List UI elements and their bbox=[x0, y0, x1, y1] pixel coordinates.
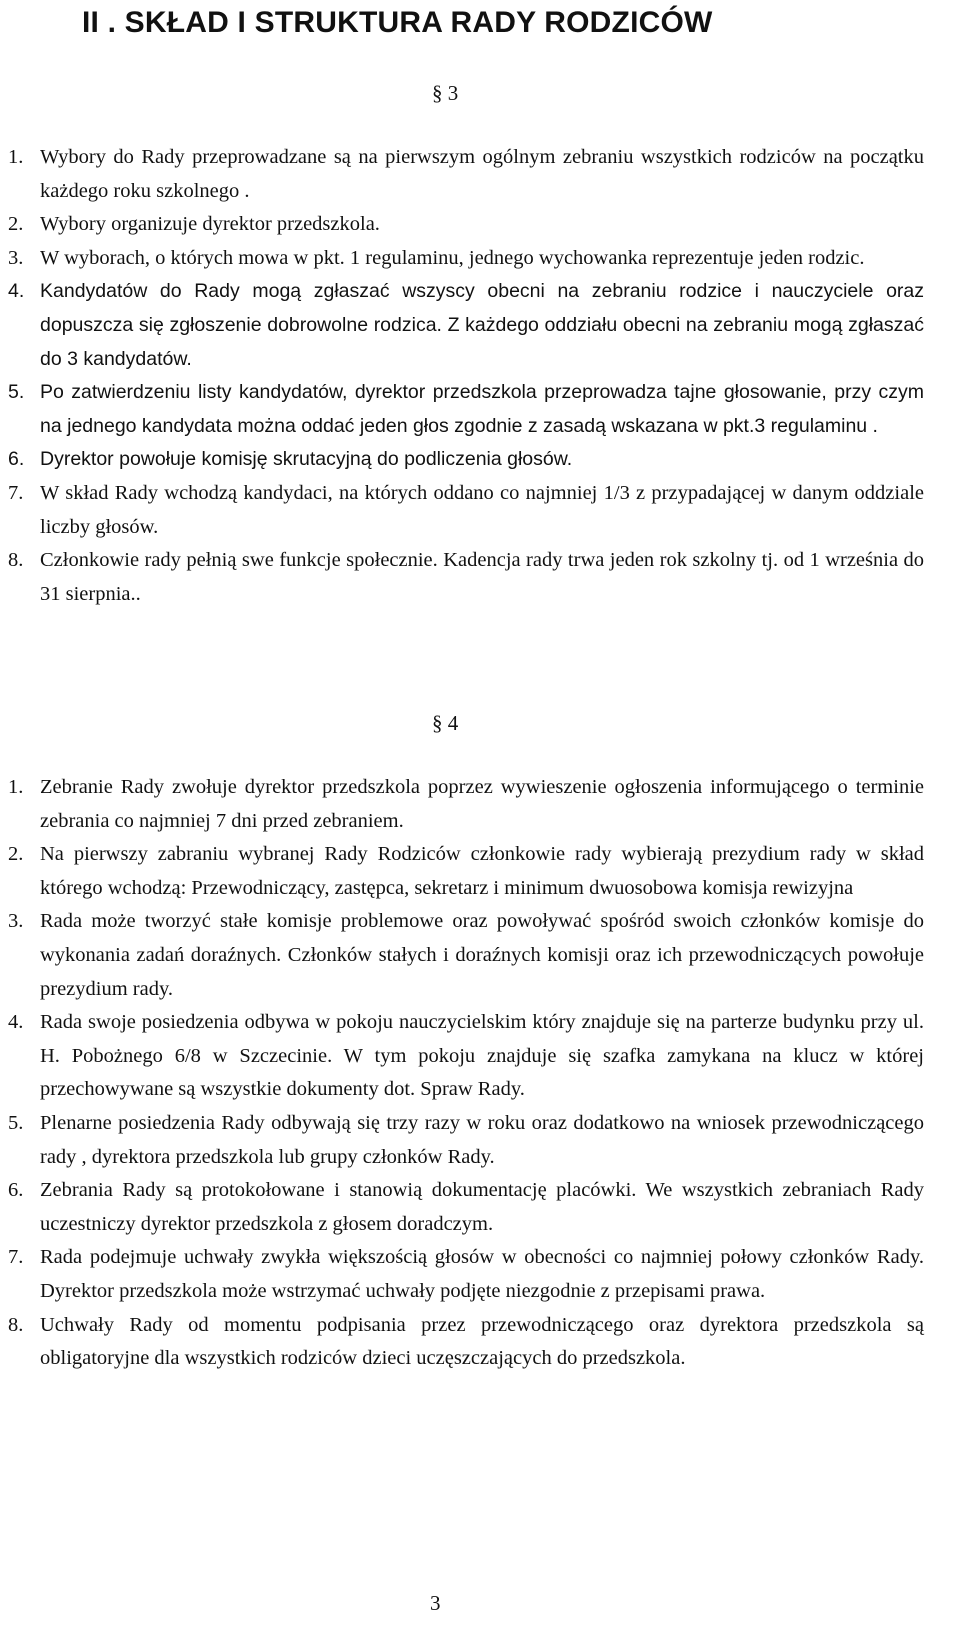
section-4-item-8 bbox=[0, 1309, 960, 1376]
section-4-item-5 bbox=[0, 1107, 960, 1174]
item-text: Rada swoje posiedzenia odbywa w pokoju nauczycielskim który znajduje się na parterze budynku przy ul. H. Pobożnego 6/8 w Szczecinie. W tym pokoju znajduje się szafka zamykana na klucz w której przechowywane są wszystkie dokumenty dot. Spraw Rady. bbox=[40, 1011, 924, 1101]
item-text: Po zatwierdzeniu listy kandydatów, dyrektor przedszkola przeprowadza tajne głosowanie, przy czym na jednego kandydata można oddać jeden głos zgodnie z zasadą wskazana w pkt.3 regulaminu . bbox=[40, 381, 924, 437]
item-number: 5. bbox=[8, 1111, 24, 1134]
section-4-item-4 bbox=[0, 1006, 960, 1107]
item-text: Wybory organizuje dyrektor przedszkola. bbox=[40, 213, 380, 236]
item-text: W skład Rady wchodzą kandydaci, na których oddano co najmniej 1/3 z przypadającej w danym oddziale liczby głosów. bbox=[40, 481, 924, 538]
item-number: 2. bbox=[8, 213, 24, 236]
item-text: Zebrania Rady są protokołowane i stanowią dokumentację placówki. We wszystkich zebraniach Rady uczestniczy dyrektor przedszkola z głosem doradczym. bbox=[40, 1179, 924, 1235]
section-3-mark: § 3 bbox=[432, 81, 459, 105]
item-number: 6. bbox=[8, 1179, 24, 1202]
section-3-item-6 bbox=[0, 443, 960, 477]
item-number: 8. bbox=[8, 549, 24, 572]
section-4-mark: § 4 bbox=[432, 711, 459, 735]
section-3-item-3 bbox=[0, 242, 960, 276]
item-number: 1. bbox=[8, 146, 24, 168]
item-number: 2. bbox=[8, 843, 24, 866]
item-text: W wyborach, o których mowa w pkt. 1 regulaminu, jednego wychowanka reprezentuje jeden rodzic. bbox=[40, 246, 865, 269]
item-text: Rada podejmuje uchwały zwykła większością głosów w obecności co najmniej połowy członków Rady. Dyrektor przedszkola może wstrzymać uchwały podjęte niezgodnie z przepisami prawa. bbox=[40, 1246, 924, 1302]
item-number: 7. bbox=[8, 481, 24, 504]
item-number: 3. bbox=[8, 246, 24, 269]
item-number: 5. bbox=[8, 381, 25, 404]
item-number: 4. bbox=[8, 280, 25, 303]
section-3-item-4 bbox=[0, 275, 960, 376]
item-number: 8. bbox=[8, 1313, 24, 1336]
section-3-item-1 bbox=[0, 141, 960, 208]
section-4-item-2 bbox=[0, 838, 960, 905]
section-4-item-3 bbox=[0, 905, 960, 1006]
section-3-item-7 bbox=[0, 477, 960, 544]
item-number: 4. bbox=[8, 1011, 24, 1034]
section-4-list bbox=[0, 771, 960, 1376]
section-3-item-8 bbox=[0, 544, 960, 611]
item-text: Plenarne posiedzenia Rady odbywają się trzy razy w roku oraz dodatkowo na wniosek przewodniczącego rady , dyrektora przedszkola lub grupy członków Rady. bbox=[40, 1111, 924, 1168]
item-number: 6. bbox=[8, 448, 25, 471]
item-number: 1. bbox=[8, 776, 24, 798]
item-text: Uchwały Rady od momentu podpisania przez przewodniczącego oraz dyrektora przedszkola są obligatoryjne dla wszystkich rodziców dzieci uczęszczających do przedszkola. bbox=[40, 1313, 924, 1370]
item-text: Na pierwszy zabraniu wybranej Rady Rodziców członkowie rady wybierają prezydium rady w skład którego wchodzą: Przewodniczący, zastępca, sekretarz i minimum dwuosobowa komisja rewizyjna bbox=[40, 843, 924, 899]
section-4-item-6 bbox=[0, 1174, 960, 1241]
page-title: II . SKŁAD I STRUKTURA RADY RODZICÓW bbox=[82, 6, 713, 39]
section-3-list bbox=[0, 141, 960, 611]
item-text: Zebranie Rady zwołuje dyrektor przedszkola poprzez wywieszenie ogłoszenia informującego o terminie zebrania co najmniej 7 dni przed zebraniem. bbox=[40, 776, 924, 832]
page-number: 3 bbox=[430, 1591, 441, 1615]
item-text: Kandydatów do Rady mogą zgłaszać wszyscy obecni na zebraniu rodzice i nauczyciele oraz dopuszcza się zgłoszenie dobrowolne rodzica. Z każdego oddziału obecni na zebraniu mogą zgłaszać do 3 kandydatów. bbox=[40, 280, 924, 370]
section-4-item-7 bbox=[0, 1241, 960, 1308]
item-text: Rada może tworzyć stałe komisje problemowe oraz powoływać spośród swoich członków komisje do wykonania zadań doraźnych. Członków stałych i doraźnych komisji oraz ich przewodniczących powołuje prezydium rady. bbox=[40, 910, 924, 1000]
item-number: 3. bbox=[8, 910, 24, 933]
item-text: Dyrektor powołuje komisję skrutacyjną do podliczenia głosów. bbox=[40, 448, 573, 471]
section-3-item-2 bbox=[0, 208, 960, 242]
item-text: Wybory do Rady przeprowadzane są na pierwszym ogólnym zebraniu wszystkich rodziców na początku każdego roku szkolnego . bbox=[40, 146, 924, 202]
item-text: Członkowie rady pełnią swe funkcje społecznie. Kadencja rady trwa jeden rok szkolny tj. od 1 września do 31 sierpnia.. bbox=[40, 549, 924, 605]
section-4-item-1 bbox=[0, 771, 960, 838]
section-3-item-5 bbox=[0, 376, 960, 443]
item-number: 7. bbox=[8, 1246, 24, 1269]
